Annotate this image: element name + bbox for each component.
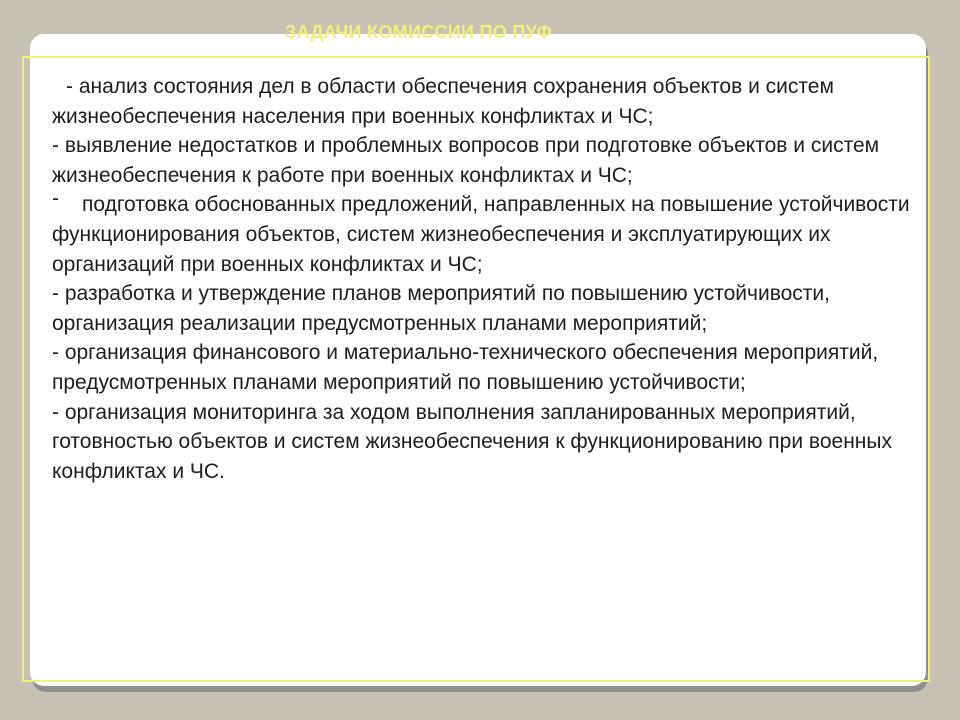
task-text: разработка и утверждение планов мероприятий по повышению устойчивости, организация реализации предусмотренных планами мероприятий; (52, 282, 830, 335)
task-item-3 (52, 187, 912, 279)
task-dash: - (52, 282, 65, 306)
task-dash: - (52, 341, 65, 365)
task-dash: - (66, 75, 79, 98)
task-text: выявление недостатков и проблемных вопросов при подготовке объектов и систем жизнеобеспечения к работе при военных конфликтах и ЧС; (52, 134, 880, 187)
task-dash: - (52, 187, 59, 211)
task-item-4 (52, 279, 912, 338)
task-text: подготовка обоснованных предложений, направленных на повышение устойчивости функционирования объектов, систем жизнеобеспечения и эксплуатирующих их организаций при военных конфликтах и ЧС; (52, 193, 910, 276)
task-text: организация финансового и материально-технического обеспечения мероприятий, предусмотренных планами мероприятий по повышению устойчивости; (52, 341, 879, 394)
task-text: организация мониторинга за ходом выполнения запланированных мероприятий, готовностью объектов и систем жизнеобеспечения к функционированию при военных конфликтах и ЧС. (52, 400, 892, 483)
task-item-1 (52, 72, 912, 131)
slide-title: ЗАДАЧИ КОМИССИИ ПО ПУФ (285, 22, 553, 42)
task-dash: - (52, 134, 65, 158)
task-item-6 (52, 398, 912, 487)
task-item-5 (52, 338, 912, 397)
task-text: анализ состояния дел в области обеспечения сохранения объектов и систем жизнеобеспечения населения при военных конфликтах и ЧС; (52, 75, 834, 128)
task-dash: - (52, 400, 65, 424)
task-item-2 (52, 131, 912, 190)
task-list (52, 72, 912, 486)
